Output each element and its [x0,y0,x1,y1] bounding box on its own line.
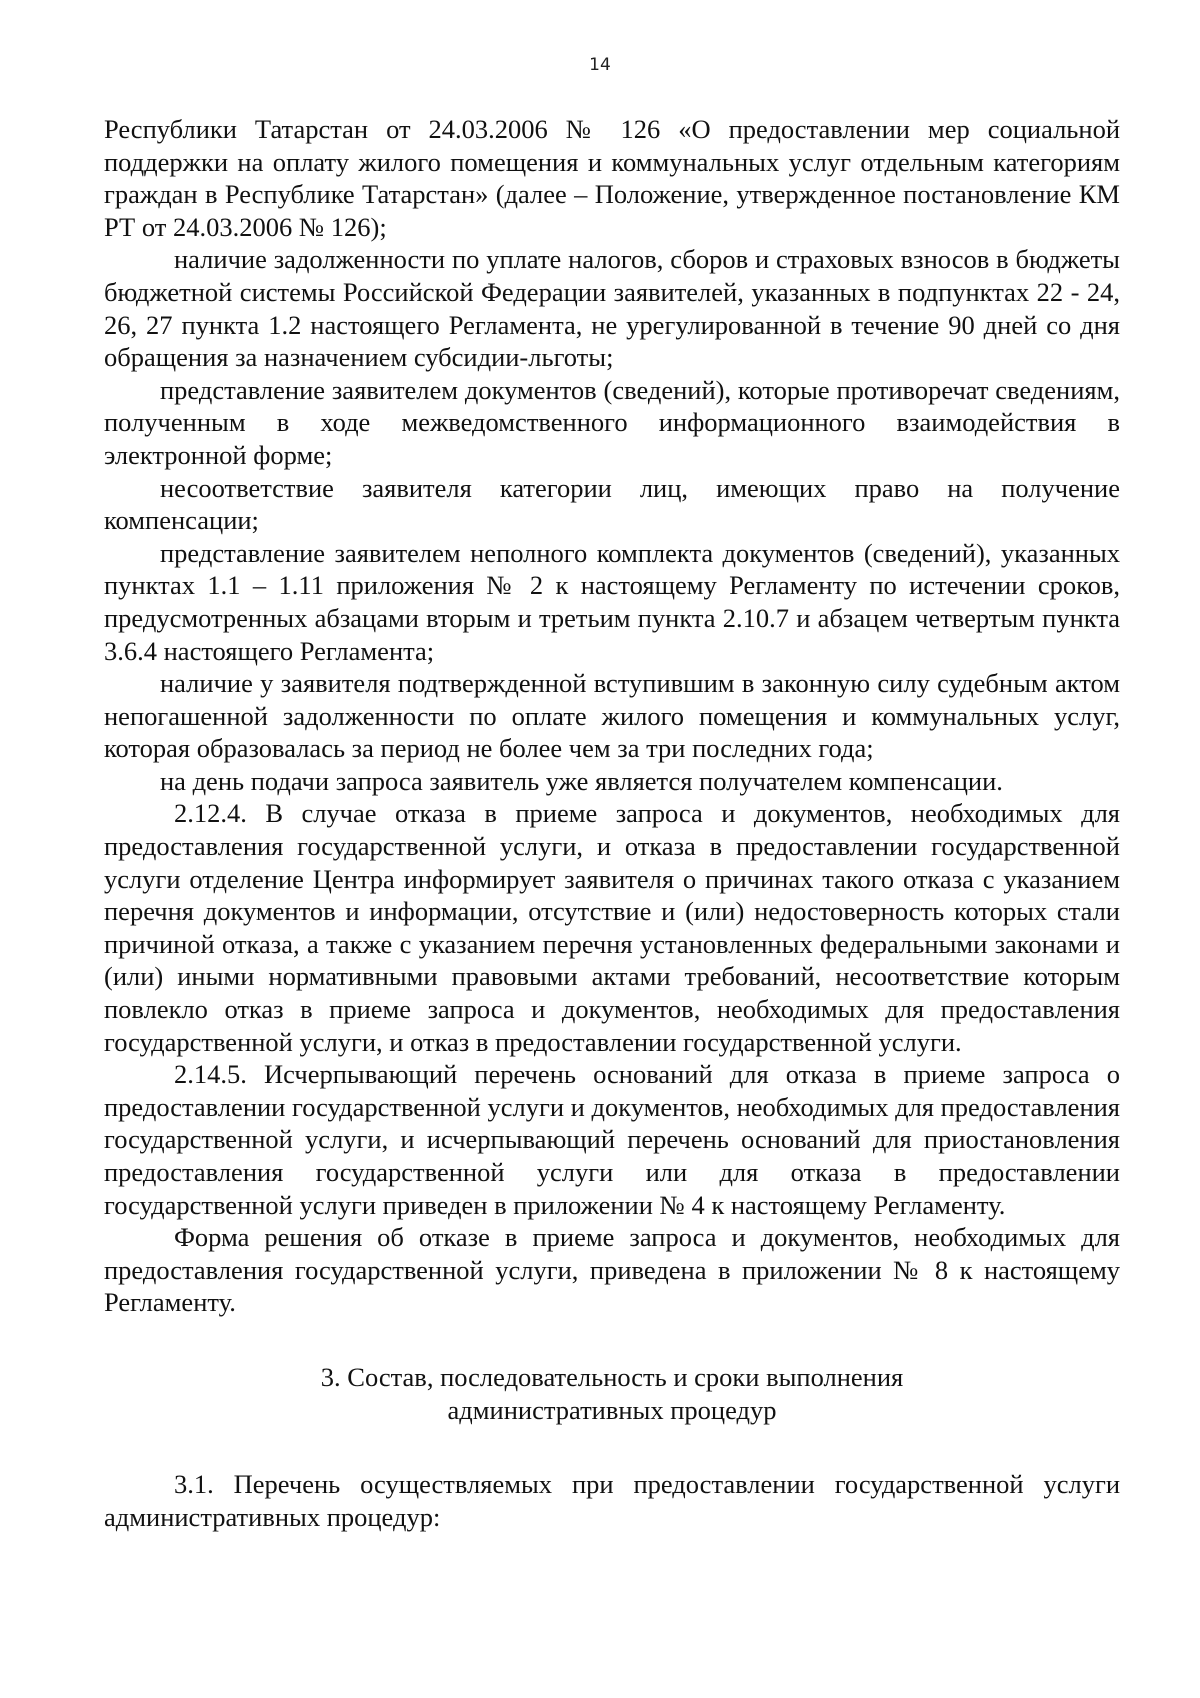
paragraph-continuation: Республики Татарстан от 24.03.2006 № 126 «О предоставлении мер социальной поддержки на оплату жилого помещения и коммунальных услуг отдельным категориям граждан в Республике Татарстан» (далее – Положение, утвержденное постановление КМ РТ от 24.03.2006 № 126); [104,114,1120,242]
paragraph-contradicting-documents: представление заявителем документов (сведений), которые противоречат сведениям, полученным в ходе межведомственного информационного взаимодействия в электронной форме; [104,374,1120,470]
paragraph-utility-debt: наличие у заявителя подтвержденной вступившим в законную силу судебным актом непогашенной задолженности по оплате жилого помещения и коммунальных услуг, которая образовалась за период не более чем за три последних года; [104,668,1120,764]
paragraph-category-mismatch: несоответствие заявителя категории лиц, имеющих право на получение компенсации; [104,472,1120,536]
paragraph-already-recipient: на день подачи запроса заявитель уже является получателем компенсации. [160,765,1003,796]
paragraph-tax-debt: наличие задолженности по уплате налогов, сборов и страховых взносов в бюджеты бюджетной системы Российской Федерации заявителей, указанных в подпунктах 22 - 24, 26, 27 пункта 1.2 настоящего Регламента, не урегулированной в течение 90 дней со дня обращения за назначением субсидии-льготы; [104,244,1120,373]
page-number: 14 [589,55,611,75]
paragraph-incomplete-documents: представление заявителем неполного комплекта документов (сведений), указанных пунктах 1.1 – 1.11 приложения № 2 к настоящему Регламенту по истечении сроков, предусмотренных абзацами вторым и третьим пункта 2.10.7 и абзацем четвертым пункта 3.6.4 настоящего Регламента; [104,537,1120,666]
section-heading-line-1: 3. Состав, последовательность и сроки выполнения [320,1361,904,1392]
paragraph-2-12-4: 2.12.4. В случае отказа в приеме запроса и документов, необходимых для предоставления государственной услуги, и отказа в предоставлении государственной услуги отделение Центра информирует заявителя о причинах такого отказа с указанием перечня документов и информации, отсутствие и (или) недостоверность которых стали причиной отказа, а также с указанием перечня установленных федеральными законами и (или) иными нормативными правовыми актами требований, несоответствие которым повлекло отказ в приеме запроса и документов, необходимых для предоставления государственной услуги, и отказ в предоставлении государственной услуги. [104,798,1120,1057]
section-heading-line-2: административных процедур [447,1394,777,1425]
document-body [104,113,1120,1533]
paragraph-3-1: 3.1. Перечень осуществляемых при предоставлении государственной услуги административных процедур: [104,1469,1120,1532]
section-heading [104,1361,1120,1426]
paragraph-decision-form: Форма решения об отказе в приеме запроса и документов, необходимых для предоставления государственной услуги, приведена в приложении № 8 к настоящему Регламенту. [104,1222,1120,1318]
paragraph-2-14-5: 2.14.5. Исчерпывающий перечень оснований для отказа в приеме запроса о предоставлении государственной услуги и документов, необходимых для предоставления государственной услуги, и исчерпывающий перечень оснований для приостановления предоставления государственной услуги или для отказа в предоставлении государственной услуги приведен в приложении № 4 к настоящему Регламенту. [104,1059,1120,1220]
